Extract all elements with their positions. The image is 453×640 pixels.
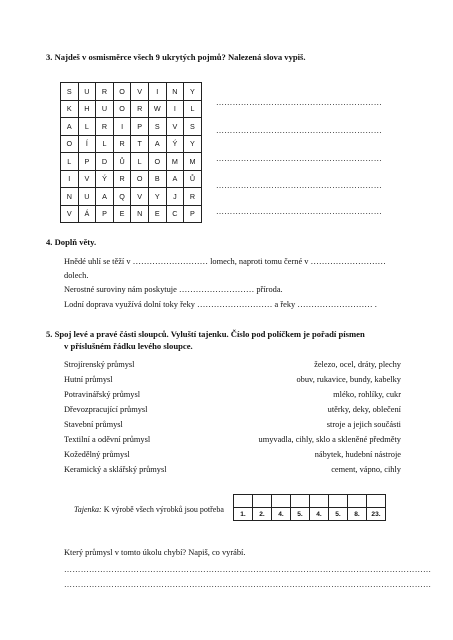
answer-line[interactable]: …………………………………………………… [216,154,382,163]
grid-cell[interactable]: U [78,188,96,206]
grid-cell[interactable]: K [61,100,79,118]
grid-cell[interactable]: Í [78,135,96,153]
grid-cell[interactable]: Á [78,205,96,223]
tajenka-row [74,505,224,514]
code-number: 4. [272,508,291,521]
grid-cell[interactable]: Ů [113,153,131,171]
right-item[interactable]: nábytek, hudební nástroje [314,450,401,459]
grid-row [61,100,202,118]
code-number: 5. [291,508,310,521]
grid-cell[interactable]: Y [184,83,202,101]
grid-cell[interactable]: N [131,205,149,223]
q5-title-line-2: v příslušném řádku levého sloupce. [64,341,193,351]
grid-cell[interactable]: H [78,100,96,118]
code-letter-box[interactable] [253,495,272,508]
left-item[interactable]: Textilní a oděvní průmysl [64,435,151,444]
grid-cell[interactable]: O [148,153,166,171]
answer-line[interactable]: …………………………………………………… [216,98,382,107]
tajenka-text: K výrobě všech výrobků jsou potřeba [103,505,224,514]
grid-cell[interactable]: L [96,135,114,153]
q4-sentence-1-end: dolech. [64,271,89,280]
grid-cell[interactable]: C [166,205,184,223]
grid-cell[interactable]: J [166,188,184,206]
grid-cell[interactable]: I [61,170,79,188]
answer-line[interactable]: …………………………………………………… [216,181,382,190]
code-number: 2. [253,508,272,521]
grid-cell[interactable]: P [131,118,149,136]
word-search-grid [60,82,202,223]
code-letter-box[interactable] [367,495,386,508]
grid-row [61,118,202,136]
right-item[interactable]: cement, vápno, cihly [331,465,401,474]
grid-cell[interactable]: Y [148,188,166,206]
grid-cell[interactable]: S [184,118,202,136]
grid-cell[interactable]: V [61,205,79,223]
grid-cell[interactable]: R [131,100,149,118]
code-letter-box[interactable] [291,495,310,508]
left-item[interactable]: Potravinářský průmysl [64,390,141,399]
tajenka-label: Tajenka: [74,505,102,514]
grid-cell[interactable]: R [96,118,114,136]
grid-cell[interactable]: T [131,135,149,153]
grid-row [61,83,202,101]
code-letter-box[interactable] [272,495,291,508]
grid-cell[interactable]: W [148,100,166,118]
left-item[interactable]: Hutní průmysl [64,375,113,384]
grid-cell[interactable]: P [96,205,114,223]
grid-cell[interactable]: O [61,135,79,153]
grid-cell[interactable]: Ý [166,135,184,153]
right-item[interactable]: obuv, rukavice, bundy, kabelky [296,375,401,384]
grid-row [61,135,202,153]
grid-cell[interactable]: Q [113,188,131,206]
grid-cell[interactable]: L [78,118,96,136]
grid-cell[interactable]: O [131,170,149,188]
left-item[interactable]: Kožedělný průmysl [64,450,130,459]
q5-title-line-1: 5. Spoj levé a pravé části sloupců. Vyluští tajenku. Číslo pod políčkem je pořadí písmen [46,329,365,339]
left-item[interactable]: Strojírenský průmysl [64,360,135,369]
right-item[interactable]: železo, ocel, dráty, plechy [314,360,401,369]
grid-cell[interactable]: L [184,100,202,118]
grid-cell[interactable]: A [166,170,184,188]
grid-cell[interactable]: D [96,153,114,171]
grid-cell[interactable]: Y [184,135,202,153]
q4-sentence-2: Nerostné suroviny nám poskytuje ……………………… příroda. [64,285,283,294]
left-item[interactable]: Stavební průmysl [64,420,123,429]
grid-row [61,188,202,206]
grid-cell[interactable]: O [113,83,131,101]
grid-cell[interactable]: I [148,83,166,101]
code-number-row [234,508,386,521]
grid-cell[interactable]: E [148,205,166,223]
q5-answer-line[interactable]: …………………………………………………………………………………………………………………… [64,580,432,589]
grid-row [61,205,202,223]
right-item[interactable]: umyvadla, cihly, sklo a skleněné předměty [258,435,401,444]
grid-cell[interactable]: U [96,100,114,118]
grid-cell[interactable]: R [184,188,202,206]
right-item[interactable]: utěrky, deky, oblečení [327,405,401,414]
grid-cell[interactable]: P [78,153,96,171]
code-letter-box[interactable] [310,495,329,508]
grid-cell[interactable]: R [96,83,114,101]
grid-cell[interactable]: A [96,188,114,206]
grid-cell[interactable]: M [166,153,184,171]
code-number: 23. [367,508,386,521]
tajenka-code-boxes [233,494,386,521]
grid-cell[interactable]: V [166,118,184,136]
code-letter-box[interactable] [329,495,348,508]
left-item[interactable]: Keramický a sklářský průmysl [64,465,167,474]
left-item[interactable]: Dřevozpracující průmysl [64,405,148,414]
q5-extra-question: Který průmysl v tomto úkolu chybí? Napiš, co vyrábí. [64,548,246,557]
q4-sentence-1: Hnědé uhlí se těží v ……………………… lomech, naproti tomu černé v ……………………… [64,257,386,266]
grid-cell[interactable]: Ů [184,170,202,188]
grid-cell[interactable]: E [113,205,131,223]
answer-line[interactable]: …………………………………………………… [216,207,382,216]
grid-cell[interactable]: L [61,153,79,171]
code-number: 1. [234,508,253,521]
grid-cell[interactable]: S [148,118,166,136]
grid-cell[interactable]: R [113,135,131,153]
grid-row [61,170,202,188]
code-number: 4. [310,508,329,521]
code-letter-box[interactable] [234,495,253,508]
q3-title: 3. Najdeš v osmisměrce všech 9 ukrytých pojmů? Nalezená slova vypiš. [46,52,306,62]
grid-cell[interactable]: A [148,135,166,153]
grid-cell[interactable]: Ý [96,170,114,188]
code-number: 8. [348,508,367,521]
answer-line[interactable]: …………………………………………………… [216,126,382,135]
grid-cell[interactable]: I [113,118,131,136]
grid-cell[interactable]: V [78,170,96,188]
grid-cell[interactable]: V [131,188,149,206]
code-letter-row [234,495,386,508]
grid-cell[interactable]: U [78,83,96,101]
right-item[interactable]: mléko, rohlíky, cukr [333,390,401,399]
grid-cell[interactable]: N [166,83,184,101]
code-letter-box[interactable] [348,495,367,508]
grid-cell[interactable]: N [61,188,79,206]
grid-cell[interactable]: M [184,153,202,171]
code-number: 5. [329,508,348,521]
q4-title: 4. Doplň věty. [46,237,97,247]
grid-cell[interactable]: R [113,170,131,188]
grid-cell[interactable]: P [184,205,202,223]
grid-cell[interactable]: B [148,170,166,188]
grid-cell[interactable]: V [131,83,149,101]
grid-cell[interactable]: A [61,118,79,136]
grid-cell[interactable]: I [166,100,184,118]
grid-cell[interactable]: L [131,153,149,171]
grid-cell[interactable]: O [113,100,131,118]
grid-row [61,153,202,171]
q5-answer-line[interactable]: …………………………………………………………………………………………………………………… [64,565,432,574]
grid-cell[interactable]: S [61,83,79,101]
q4-sentence-3: Lodní doprava využívá dolní toky řeky ……………………… a řeky ……………………… . [64,300,377,309]
right-item[interactable]: stroje a jejich součásti [326,420,401,429]
